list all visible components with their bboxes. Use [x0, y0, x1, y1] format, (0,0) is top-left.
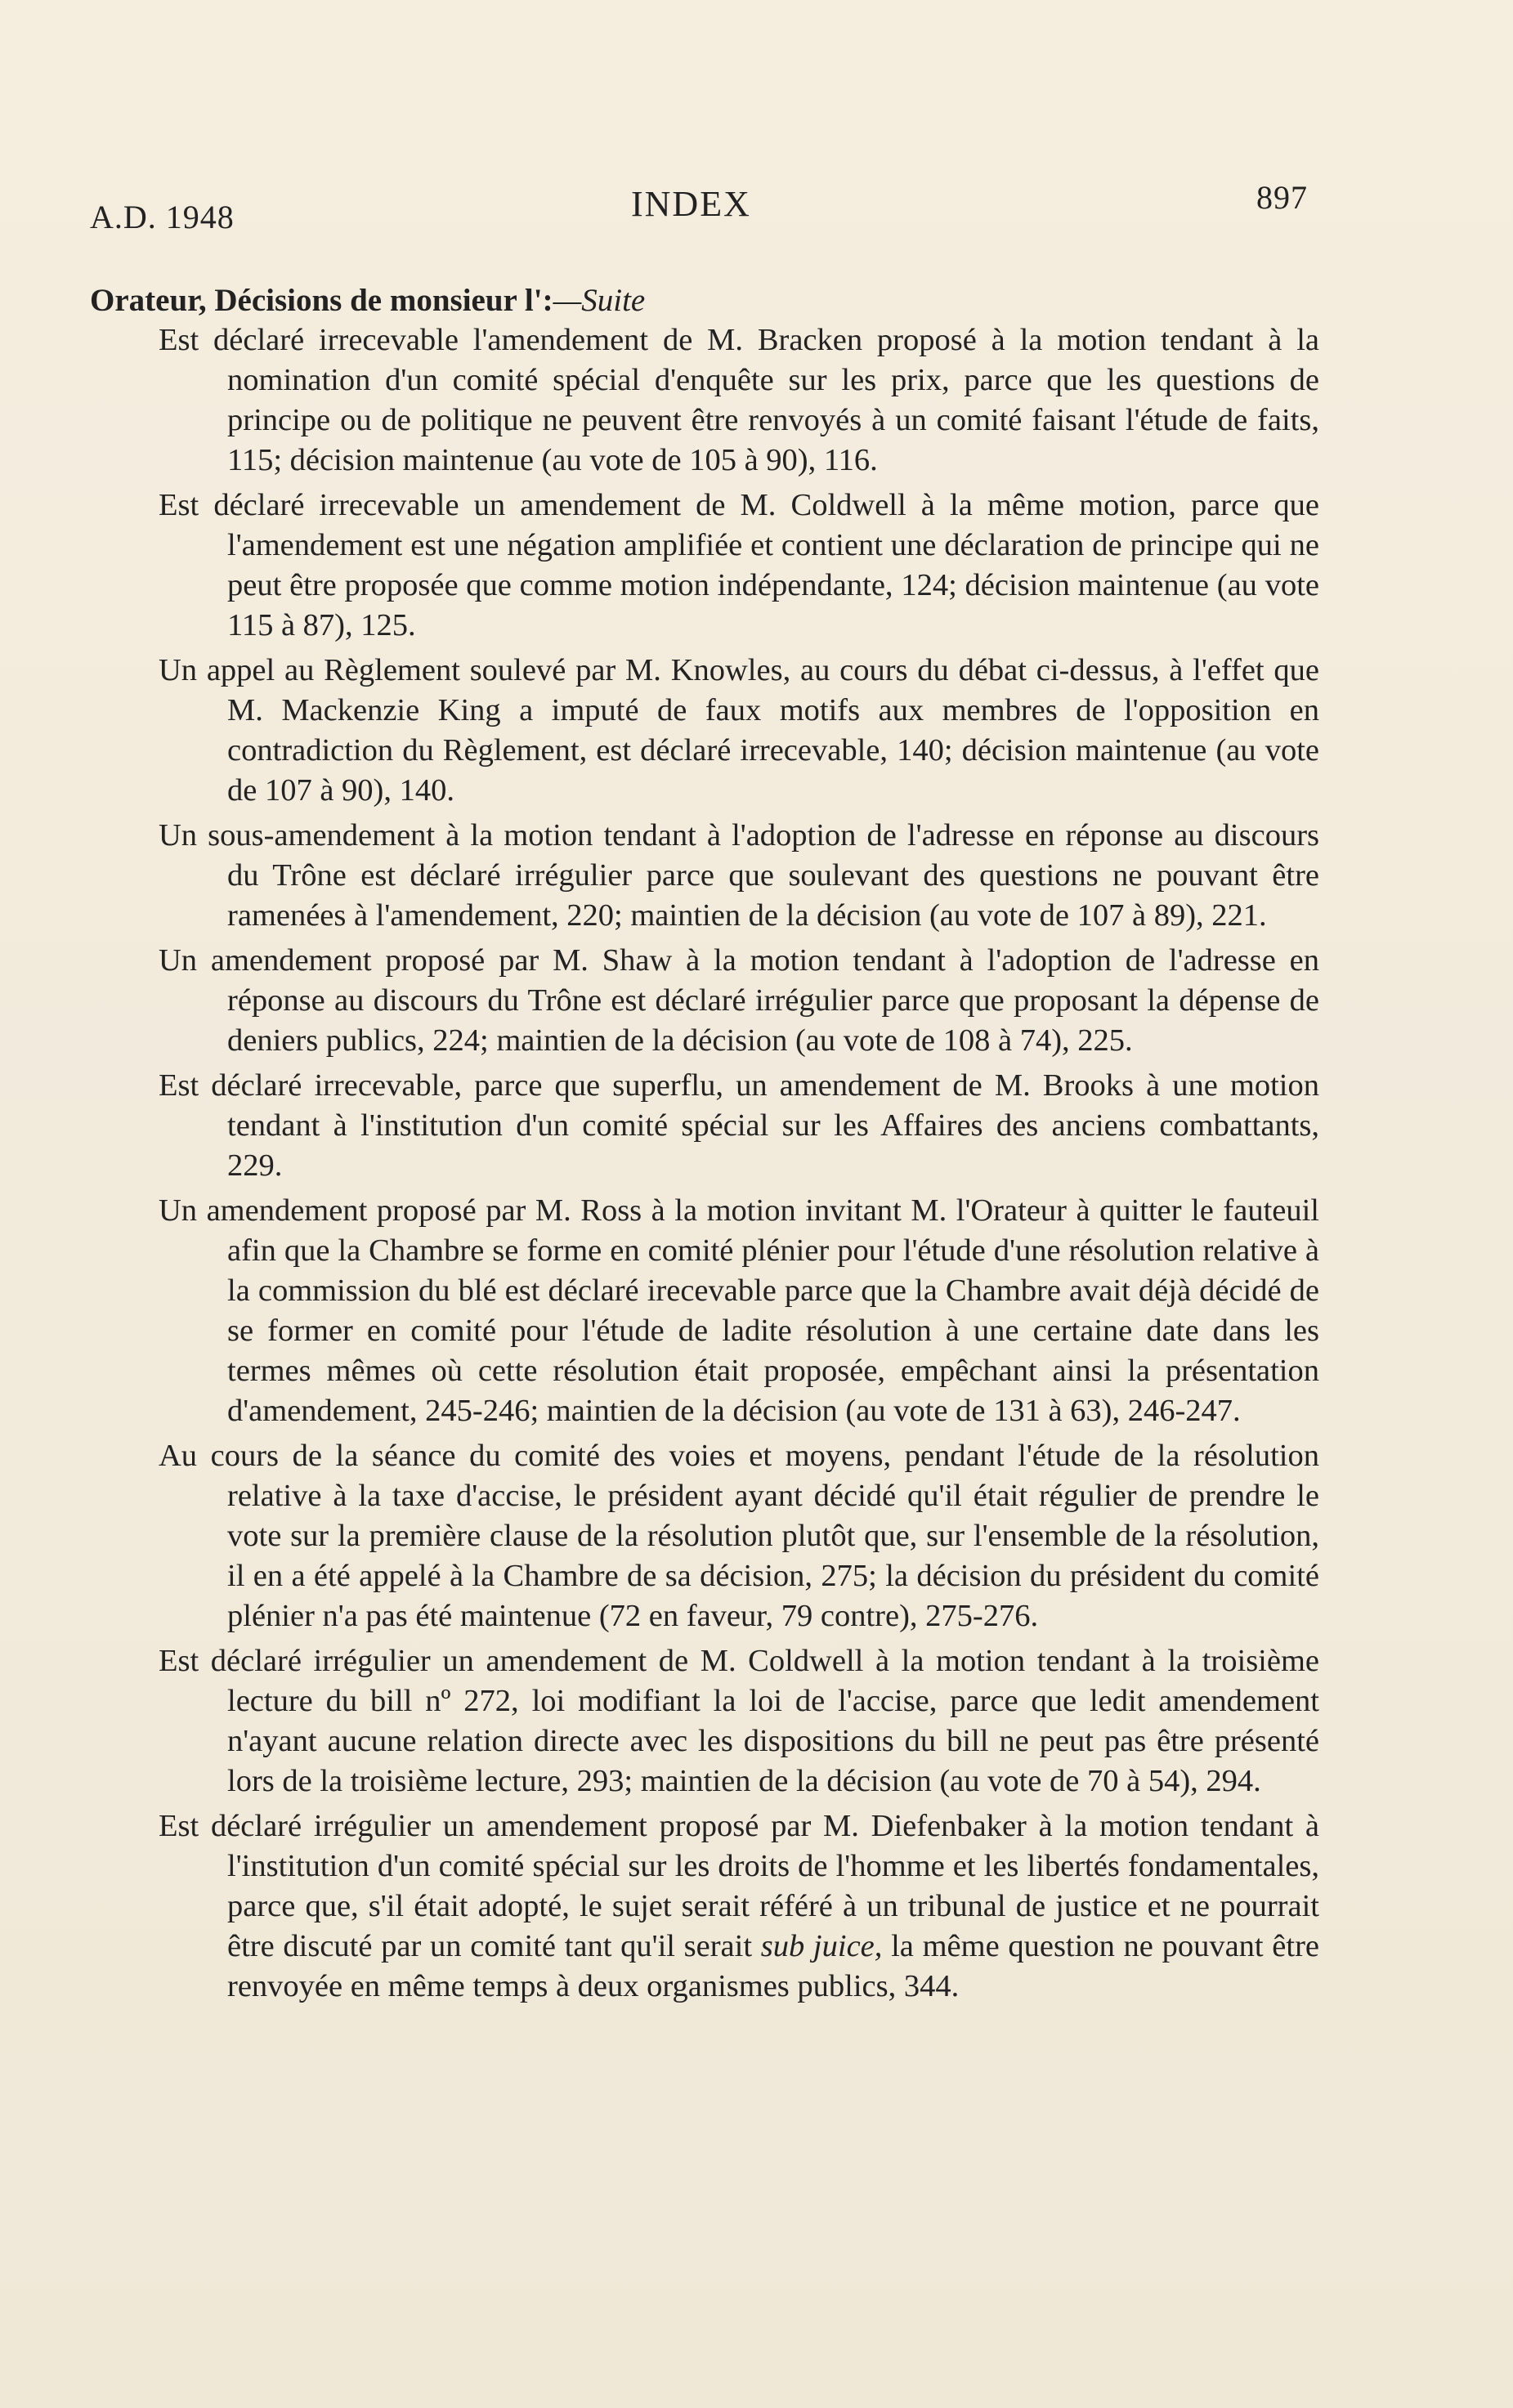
index-entry: Est déclaré irrégulier un amendement de M. Coldwell à la motion tendant à la troisième lecture du bill nº 272, loi modifiant la loi de l'accise, parce que ledit amendement n'ayant aucune relation directe avec les dispositions du bill ne peut pas être présenté lors de la troisième lecture, 293; maintien de la décision (au vote de 70 à 54), 294. — [159, 1644, 1319, 1798]
index-entry: Est déclaré irrecevable, parce que superflu, un amendement de M. Brooks à une motion tendant à l'institution d'un comité spécial sur les Affaires des anciens combattants, 229. — [159, 1068, 1319, 1183]
section-title: Orateur, Décisions de monsieur l': — [90, 283, 553, 318]
index-entry: Au cours de la séance du comité des voies et moyens, pendant l'étude de la résolution relative à la taxe d'accise, le président ayant décidé qu'il était régulier de prendre le vote sur la première clause de la résolution plutôt que, sur l'ensemble de la résolution, il en a été appelé à la Chambre de sa décision, 275; la décision du président du comité plénier n'a pas été maintenue (72 en faveur, 79 contre), 275-276. — [159, 1439, 1319, 1633]
entry-text: la même question ne pouvant être renvoyée en même temps à deux organismes publics, 344. — [227, 1929, 1319, 2003]
index-entry: Un sous-amendement à la motion tendant à l'adoption de l'adresse en réponse au discours du Trône est déclaré irrégulier parce que soulevant des questions ne pouvant être ramenées à l'amendement, 220; maintien de la décision (au vote de 107 à 89), 221. — [159, 818, 1319, 933]
index-entry: Un appel au Règlement soulevé par M. Knowles, au cours du débat ci-dessus, à l'effet que M. Mackenzie King a imputé de faux motifs aux membres de l'opposition en contradiction du Règlement, est déclaré irrecevable, 140; décision maintenue (au vote de 107 à 90), 140. — [159, 653, 1319, 808]
index-entry: Un amendement proposé par M. Shaw à la motion tendant à l'adoption de l'adresse en réponse au discours du Trône est déclaré irrégulier parce que proposant la dépense de deniers publics, 224; maintien de la décision (au vote de 108 à 74), 225. — [159, 943, 1319, 1058]
index-entry — [159, 1806, 1319, 2007]
section-heading — [90, 282, 645, 319]
entry-italic-term: sub juice, — [760, 1929, 883, 1963]
index-entry: Un amendement proposé par M. Ross à la motion invitant M. l'Orateur à quitter le fauteuil afin que la Chambre se forme en comité plénier pour l'étude d'une résolution relative à la commission du blé est déclaré irecevable parce que la Chambre avait déjà décidé de se former en comité pour l'étude de ladite résolution à une certaine date dans les termes mêmes où cette résolution était proposée, empêchant ainsi la présentation d'amendement, 245-246; maintien de la décision (au vote de 131 à 63), 246-247. — [159, 1193, 1319, 1428]
index-entries — [159, 320, 1319, 2012]
index-entry: Est déclaré irrecevable un amendement de M. Coldwell à la même motion, parce que l'amendement est une négation amplifiée et contient une déclaration de principe qui ne peut être proposée que comme motion indépendante, 124; décision maintenue (au vote 115 à 87), 125. — [159, 488, 1319, 642]
index-entry: Est déclaré irrecevable l'amendement de M. Bracken proposé à la motion tendant à la nomination d'un comité spécial d'enquête sur les prix, parce que les questions de principe ou de politique ne peuvent être renvoyés à un comité faisant l'étude de faits, 115; décision maintenue (au vote de 105 à 90), 116. — [159, 323, 1319, 477]
header-year: A.D. 1948 — [90, 199, 235, 235]
section-suite: —Suite — [553, 283, 646, 318]
header-title: INDEX — [631, 184, 751, 224]
page-header — [90, 178, 1308, 235]
entry-text: Est déclaré irrégulier un amendement proposé par M. Diefenbaker à la motion tendant à l'institution d'un comité spécial sur les droits de l'homme et les libertés fondamentales, parce que, s'il était adopté, le sujet serait référé à un tribunal de justice et ne pourrait être discuté par un comité tant qu'il serait — [159, 1809, 1319, 1963]
page-number: 897 — [1256, 179, 1308, 216]
